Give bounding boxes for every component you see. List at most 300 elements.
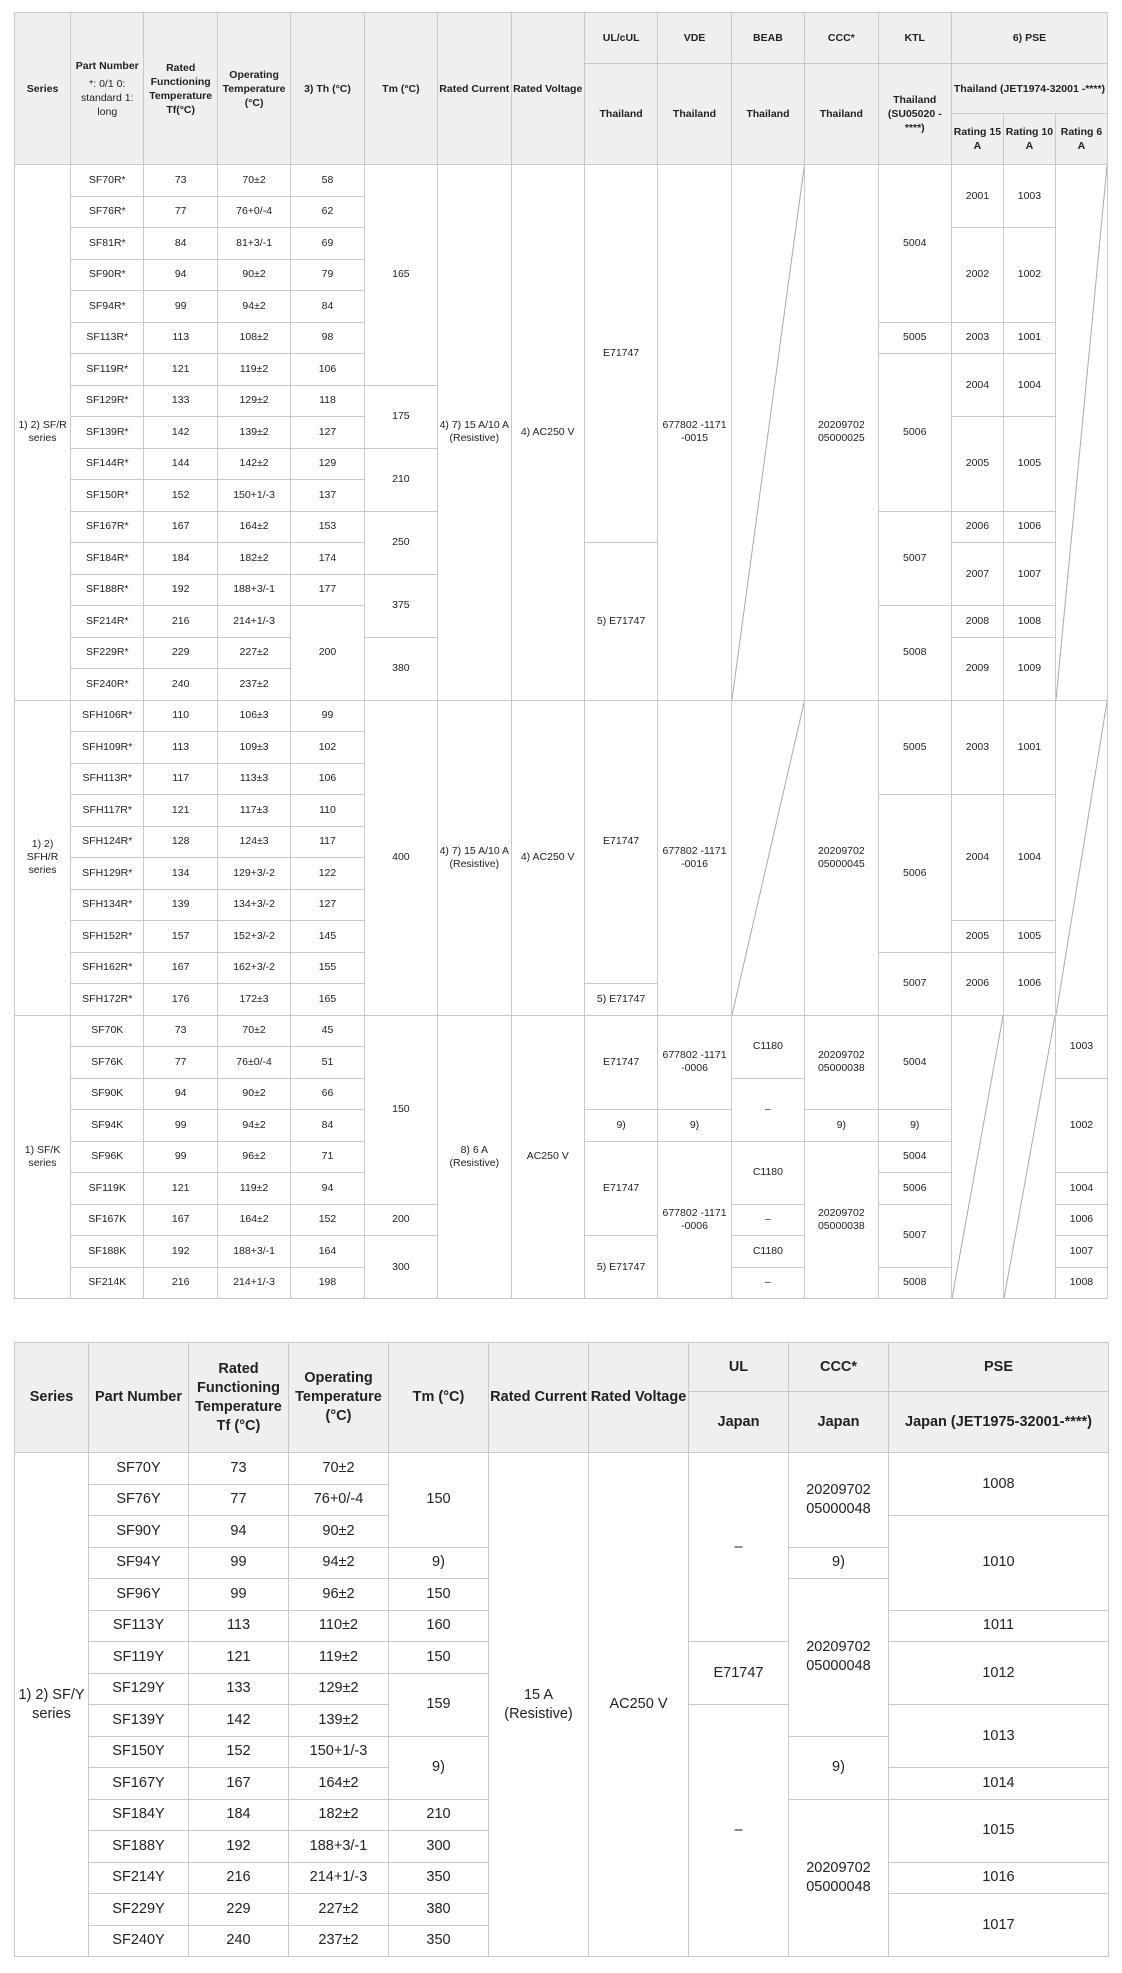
table-cell: 237±2 [217, 669, 290, 701]
table-cell: SF119Y [89, 1642, 189, 1674]
table-cell: 1007 [1003, 543, 1055, 606]
header-rated-current: Rated Current [489, 1343, 589, 1453]
table-cell: 5005 [878, 700, 951, 795]
table-row [15, 1453, 1109, 1485]
header-ktl-country: Thailand (SU05020 -****) [878, 64, 951, 165]
table-cell: 90±2 [217, 259, 290, 291]
table-cell: 5004 [878, 1015, 951, 1110]
table-cell: 240 [189, 1925, 289, 1957]
table-cell: SF184Y [89, 1799, 189, 1831]
header-rating-10a: Rating 10 A [1003, 114, 1055, 165]
table-cell: 133 [189, 1673, 289, 1705]
table-cell: SF119K [71, 1173, 144, 1205]
table-cell: 5006 [878, 795, 951, 953]
table-cell: 1002 [1055, 1078, 1107, 1173]
table-cell: 9) [584, 1110, 657, 1142]
table-cell: 110 [291, 795, 364, 827]
table-cell: 229 [189, 1894, 289, 1926]
table-cell: 164±2 [217, 1204, 290, 1236]
table-cell: 250 [364, 511, 437, 574]
table-cell: 1005 [1003, 417, 1055, 512]
table-cell: 160 [389, 1610, 489, 1642]
header-operating-temp: Operating Temperature (°C) [217, 13, 290, 165]
table-cell: 200 [364, 1204, 437, 1236]
table-cell: 145 [291, 921, 364, 953]
table-cell: 20209702 05000038 [805, 1015, 878, 1110]
table-cell: 1002 [1003, 228, 1055, 323]
table-cell: 182±2 [289, 1799, 389, 1831]
table-cell: 152 [189, 1736, 289, 1768]
table-cell: 128 [144, 826, 217, 858]
table-cell: SF188R* [71, 574, 144, 606]
table-cell: 99 [144, 291, 217, 323]
table-cell: 9) [789, 1547, 889, 1579]
table-cell: 380 [389, 1894, 489, 1926]
table-cell: 99 [189, 1579, 289, 1611]
table-cell: 79 [291, 259, 364, 291]
table-cell: 99 [189, 1547, 289, 1579]
table-cell: 1004 [1003, 354, 1055, 417]
certification-table-thailand [14, 12, 1108, 1299]
table-cell: 9) [658, 1110, 731, 1142]
table-cell: 110±2 [289, 1610, 389, 1642]
table-row [15, 165, 1108, 197]
not-applicable-cell [1055, 700, 1107, 1015]
table-cell: – [731, 1267, 804, 1299]
table-cell: SFH152R* [71, 921, 144, 953]
table-cell: 2007 [951, 543, 1003, 606]
table-cell: 153 [291, 511, 364, 543]
table-cell: 90±2 [217, 1078, 290, 1110]
table-cell: 1004 [1003, 795, 1055, 921]
table-cell: 106±3 [217, 700, 290, 732]
header-rated-tf: Rated Functioning Temperature Tf (°C) [189, 1343, 289, 1453]
table-cell: 113 [144, 732, 217, 764]
table-cell: 62 [291, 196, 364, 228]
table-cell: 96±2 [289, 1579, 389, 1611]
table-cell: 188+3/-1 [289, 1831, 389, 1863]
header-rating-15a: Rating 15 A [951, 114, 1003, 165]
table-cell: SF94K [71, 1110, 144, 1142]
table-cell: 98 [291, 322, 364, 354]
table-cell: 677802 -1171 -0006 [658, 1015, 731, 1110]
table-cell: E71747 [584, 1141, 657, 1236]
table-cell: – [689, 1453, 789, 1642]
table-cell: 142 [189, 1705, 289, 1737]
header-rated-voltage: Rated Voltage [511, 13, 584, 165]
table-cell: 73 [144, 1015, 217, 1047]
table-cell: 152 [144, 480, 217, 512]
table-cell: 20209702 05000025 [805, 165, 878, 701]
table-cell: 113 [189, 1610, 289, 1642]
table-cell: 119±2 [217, 1173, 290, 1205]
table-cell: 4) AC250 V [511, 700, 584, 1015]
table-cell: 129±2 [289, 1673, 389, 1705]
table-cell: – [731, 1078, 804, 1141]
table-cell: 2005 [951, 417, 1003, 512]
header-ul-cul: UL/cUL [584, 13, 657, 64]
table-cell: 1016 [889, 1862, 1109, 1894]
table-cell: 106 [291, 763, 364, 795]
table-row [15, 1015, 1108, 1047]
table-cell: 1011 [889, 1610, 1109, 1642]
table-cell: 176 [144, 984, 217, 1016]
table-cell: 677802 -1171 -0015 [658, 165, 731, 701]
table-cell: 375 [364, 574, 437, 637]
table-cell: SF214R* [71, 606, 144, 638]
not-applicable-cell [1055, 165, 1107, 701]
table-cell: 1008 [1003, 606, 1055, 638]
header-ul: UL [689, 1343, 789, 1392]
table-cell: 184 [189, 1799, 289, 1831]
table-cell: SF139R* [71, 417, 144, 449]
table-cell: – [731, 1204, 804, 1236]
table-cell: SF167R* [71, 511, 144, 543]
table-cell: SF144R* [71, 448, 144, 480]
table-cell: 134 [144, 858, 217, 890]
table-cell: 129±2 [217, 385, 290, 417]
table-cell: 2004 [951, 795, 1003, 921]
header-rated-current: Rated Current [438, 13, 511, 165]
table-cell: 94 [189, 1516, 289, 1548]
table-cell: E71747 [584, 165, 657, 543]
table-cell: 159 [389, 1673, 489, 1736]
header-rated-voltage: Rated Voltage [589, 1343, 689, 1453]
header-ccc-country: Thailand [805, 64, 878, 165]
header-series: Series [15, 1343, 89, 1453]
table-cell: SF113R* [71, 322, 144, 354]
series-label: 1) 2) SFH/R series [15, 700, 71, 1015]
table-cell: 51 [291, 1047, 364, 1079]
header-pse-country: Japan (JET1975-32001-****) [889, 1392, 1109, 1453]
table-cell: 121 [144, 1173, 217, 1205]
table-cell: 1012 [889, 1642, 1109, 1705]
header-pse: PSE [889, 1343, 1109, 1392]
table-cell: 198 [291, 1267, 364, 1299]
table-cell: AC250 V [511, 1015, 584, 1299]
table-cell: SF76K [71, 1047, 144, 1079]
header-ul-country: Thailand [584, 64, 657, 165]
table-cell: C1180 [731, 1236, 804, 1268]
table-cell: 84 [144, 228, 217, 260]
table-cell: 5007 [878, 511, 951, 606]
table-cell: SF240R* [71, 669, 144, 701]
table-cell: 5008 [878, 606, 951, 701]
table-cell: 164 [291, 1236, 364, 1268]
table-cell: 188+3/-1 [217, 574, 290, 606]
table-cell: 117 [144, 763, 217, 795]
table-cell: SF229R* [71, 637, 144, 669]
table-cell: 2005 [951, 921, 1003, 953]
table-cell: 167 [144, 511, 217, 543]
not-applicable-cell [731, 700, 804, 1015]
table-cell: 70±2 [217, 165, 290, 197]
table-cell: 70±2 [289, 1453, 389, 1485]
table-cell: 174 [291, 543, 364, 575]
table-cell: 150 [364, 1015, 437, 1204]
table-cell: 5008 [878, 1267, 951, 1299]
table-cell: 117 [291, 826, 364, 858]
table-cell: SF129R* [71, 385, 144, 417]
not-applicable-cell [731, 165, 804, 701]
table-cell: 2004 [951, 354, 1003, 417]
not-applicable-cell [1003, 1015, 1055, 1299]
table-cell: 69 [291, 228, 364, 260]
table-cell: SFH113R* [71, 763, 144, 795]
table-cell: 127 [291, 889, 364, 921]
table-cell: 119±2 [289, 1642, 389, 1674]
table-cell: SF96K [71, 1141, 144, 1173]
table-cell: 5) E71747 [584, 543, 657, 701]
table-cell: 9) [389, 1547, 489, 1579]
table-cell: 167 [144, 952, 217, 984]
table-cell: SF240Y [89, 1925, 189, 1957]
table-cell: C1180 [731, 1141, 804, 1204]
table-cell: 5007 [878, 1204, 951, 1267]
table-cell: 70±2 [217, 1015, 290, 1047]
table-cell: 139±2 [217, 417, 290, 449]
table-cell: SF139Y [89, 1705, 189, 1737]
table-cell: SF70K [71, 1015, 144, 1047]
table-cell: 1006 [1003, 511, 1055, 543]
table-cell: 227±2 [289, 1894, 389, 1926]
table-cell: 142 [144, 417, 217, 449]
table-cell: SF150Y [89, 1736, 189, 1768]
table-cell: SF81R* [71, 228, 144, 260]
table-cell: 99 [291, 700, 364, 732]
table-cell: 1005 [1003, 921, 1055, 953]
header-tm: Tm (°C) [364, 13, 437, 165]
table-cell: 1008 [889, 1453, 1109, 1516]
table-cell: 5006 [878, 354, 951, 512]
header-operating-temp: Operating Temperature (°C) [289, 1343, 389, 1453]
table-cell: 109±3 [217, 732, 290, 764]
table-cell: SF90R* [71, 259, 144, 291]
header-part-number: Part Number *: 0/1 0: standard 1: long [71, 13, 144, 165]
table-cell: 134+3/-2 [217, 889, 290, 921]
table-cell: 216 [144, 606, 217, 638]
table-cell: 1001 [1003, 700, 1055, 795]
table-cell: 300 [389, 1831, 489, 1863]
table-cell: 94 [144, 259, 217, 291]
table-cell: 2008 [951, 606, 1003, 638]
header-part-number: Part Number [89, 1343, 189, 1453]
table-cell: 227±2 [217, 637, 290, 669]
table-cell: 157 [144, 921, 217, 953]
table-cell: 150 [389, 1579, 489, 1611]
header-beab: BEAB [731, 13, 804, 64]
header-ccc: CCC* [805, 13, 878, 64]
table-cell: 94±2 [217, 291, 290, 323]
table-cell: 192 [144, 574, 217, 606]
header-tm: Tm (°C) [389, 1343, 489, 1453]
table-cell: SF94R* [71, 291, 144, 323]
table-cell: 121 [144, 795, 217, 827]
table-cell: 9) [805, 1110, 878, 1142]
series-label: 1) 2) SF/Y series [15, 1453, 89, 1957]
table-cell: 94 [144, 1078, 217, 1110]
table-cell: 4) 7) 15 A/10 A (Resistive) [438, 700, 511, 1015]
table-cell: 210 [389, 1799, 489, 1831]
table-cell: 182±2 [217, 543, 290, 575]
table-cell: 200 [291, 606, 364, 701]
table-cell: 137 [291, 480, 364, 512]
table-cell: 5006 [878, 1173, 951, 1205]
table-cell: SF167Y [89, 1768, 189, 1800]
table-cell: 1017 [889, 1894, 1109, 1957]
series-label: 1) 2) SF/R series [15, 165, 71, 701]
table-cell: 2006 [951, 511, 1003, 543]
header-vde-country: Thailand [658, 64, 731, 165]
table-cell: 94±2 [289, 1547, 389, 1579]
table-cell: 9) [878, 1110, 951, 1142]
series-label: 1) SF/K series [15, 1015, 71, 1299]
table-cell: 73 [144, 165, 217, 197]
table-cell: SF167K [71, 1204, 144, 1236]
table-cell: 139 [144, 889, 217, 921]
table-cell: 177 [291, 574, 364, 606]
table-cell: 150 [389, 1453, 489, 1548]
table-cell: 1003 [1003, 165, 1055, 228]
table-cell: SF214K [71, 1267, 144, 1299]
table-cell: 20209702 05000045 [805, 700, 878, 1015]
table-cell: 192 [189, 1831, 289, 1863]
table-cell: 119±2 [217, 354, 290, 386]
header-ktl: KTL [878, 13, 951, 64]
table-cell: 5004 [878, 1141, 951, 1173]
table-cell: 350 [389, 1862, 489, 1894]
table-cell: 113±3 [217, 763, 290, 795]
table-cell: 2002 [951, 228, 1003, 323]
table-cell: 129+3/-2 [217, 858, 290, 890]
table-cell: 192 [144, 1236, 217, 1268]
table-cell: 9) [389, 1736, 489, 1799]
table-cell: 73 [189, 1453, 289, 1485]
table-cell: 77 [189, 1484, 289, 1516]
table-cell: 1010 [889, 1516, 1109, 1611]
table-cell: SF150R* [71, 480, 144, 512]
header-ccc-country: Japan [789, 1392, 889, 1453]
table-cell: 1015 [889, 1799, 1109, 1862]
table-cell: 121 [144, 354, 217, 386]
table-cell: SFH172R* [71, 984, 144, 1016]
table-cell: SF70Y [89, 1453, 189, 1485]
table-cell: 129 [291, 448, 364, 480]
table-cell: 77 [144, 196, 217, 228]
table-cell: SF90K [71, 1078, 144, 1110]
table-row [15, 700, 1108, 732]
table-cell: 380 [364, 637, 437, 700]
table-cell: 2006 [951, 952, 1003, 1015]
table-cell: 210 [364, 448, 437, 511]
table-cell: AC250 V [589, 1453, 689, 1957]
table-cell: SFH162R* [71, 952, 144, 984]
table-cell: 164±2 [217, 511, 290, 543]
table-cell: 677802 -1171 -0006 [658, 1141, 731, 1299]
table-cell: 81+3/-1 [217, 228, 290, 260]
table-cell: 96±2 [217, 1141, 290, 1173]
table-cell: 165 [291, 984, 364, 1016]
table-cell: 5007 [878, 952, 951, 1015]
table-cell: 127 [291, 417, 364, 449]
table-cell: SF129Y [89, 1673, 189, 1705]
table-cell: SF76R* [71, 196, 144, 228]
header-ul-country: Japan [689, 1392, 789, 1453]
table-cell: 94±2 [217, 1110, 290, 1142]
header-rated-tf: Rated Functioning Temperature Tf(°C) [144, 13, 217, 165]
table-cell: SF188Y [89, 1831, 189, 1863]
table-cell: SF229Y [89, 1894, 189, 1926]
table-cell: SF184R* [71, 543, 144, 575]
table-cell: – [689, 1705, 789, 1957]
table-cell: 162+3/-2 [217, 952, 290, 984]
table-cell: 172±3 [217, 984, 290, 1016]
table-cell: 99 [144, 1141, 217, 1173]
table-cell: SFH129R* [71, 858, 144, 890]
table-cell: 152 [291, 1204, 364, 1236]
table-cell: 400 [364, 700, 437, 1015]
table-cell: 139±2 [289, 1705, 389, 1737]
table-cell: SF96Y [89, 1579, 189, 1611]
table-cell: SF94Y [89, 1547, 189, 1579]
header-beab-country: Thailand [731, 64, 804, 165]
table-cell: SFH109R* [71, 732, 144, 764]
table-cell: SF70R* [71, 165, 144, 197]
table-cell: SFH106R* [71, 700, 144, 732]
table-cell: 15 A (Resistive) [489, 1453, 589, 1957]
table-cell: C1180 [731, 1015, 804, 1078]
table-cell: 1004 [1055, 1173, 1107, 1205]
table-cell: 175 [364, 385, 437, 448]
table-cell: 150+1/-3 [217, 480, 290, 512]
header-pse: 6) PSE [951, 13, 1107, 64]
table-cell: 1006 [1055, 1204, 1107, 1236]
table-cell: SFH117R* [71, 795, 144, 827]
table-cell: 155 [291, 952, 364, 984]
table-cell: 20209702 05000048 [789, 1579, 889, 1737]
header-vde: VDE [658, 13, 731, 64]
table-cell: 165 [364, 165, 437, 386]
table-cell: E71747 [584, 700, 657, 984]
table-cell: 5005 [878, 322, 951, 354]
table-cell: 2001 [951, 165, 1003, 228]
header-pse-country: Thailand (JET1974-32001 -****) [951, 64, 1107, 114]
table-cell: 121 [189, 1642, 289, 1674]
table-cell: 1001 [1003, 322, 1055, 354]
table-cell: 216 [144, 1267, 217, 1299]
table-cell: SF188K [71, 1236, 144, 1268]
table-cell: 1008 [1055, 1267, 1107, 1299]
table-cell: 150 [389, 1642, 489, 1674]
table-cell: 71 [291, 1141, 364, 1173]
table-cell: SFH124R* [71, 826, 144, 858]
table-cell: E71747 [689, 1642, 789, 1705]
table-cell: 66 [291, 1078, 364, 1110]
table-cell: 117±3 [217, 795, 290, 827]
table-cell: 167 [144, 1204, 217, 1236]
table-cell: SF90Y [89, 1516, 189, 1548]
header-ccc: CCC* [789, 1343, 889, 1392]
table-cell: 5004 [878, 165, 951, 323]
table-cell: SF113Y [89, 1610, 189, 1642]
table-cell: 214+1/-3 [217, 1267, 290, 1299]
table-cell: 237±2 [289, 1925, 389, 1957]
table-cell: 118 [291, 385, 364, 417]
table-cell: 90±2 [289, 1516, 389, 1548]
table-cell: 188+3/-1 [217, 1236, 290, 1268]
certification-table-japan [14, 1342, 1109, 1957]
table-cell: 1013 [889, 1705, 1109, 1768]
